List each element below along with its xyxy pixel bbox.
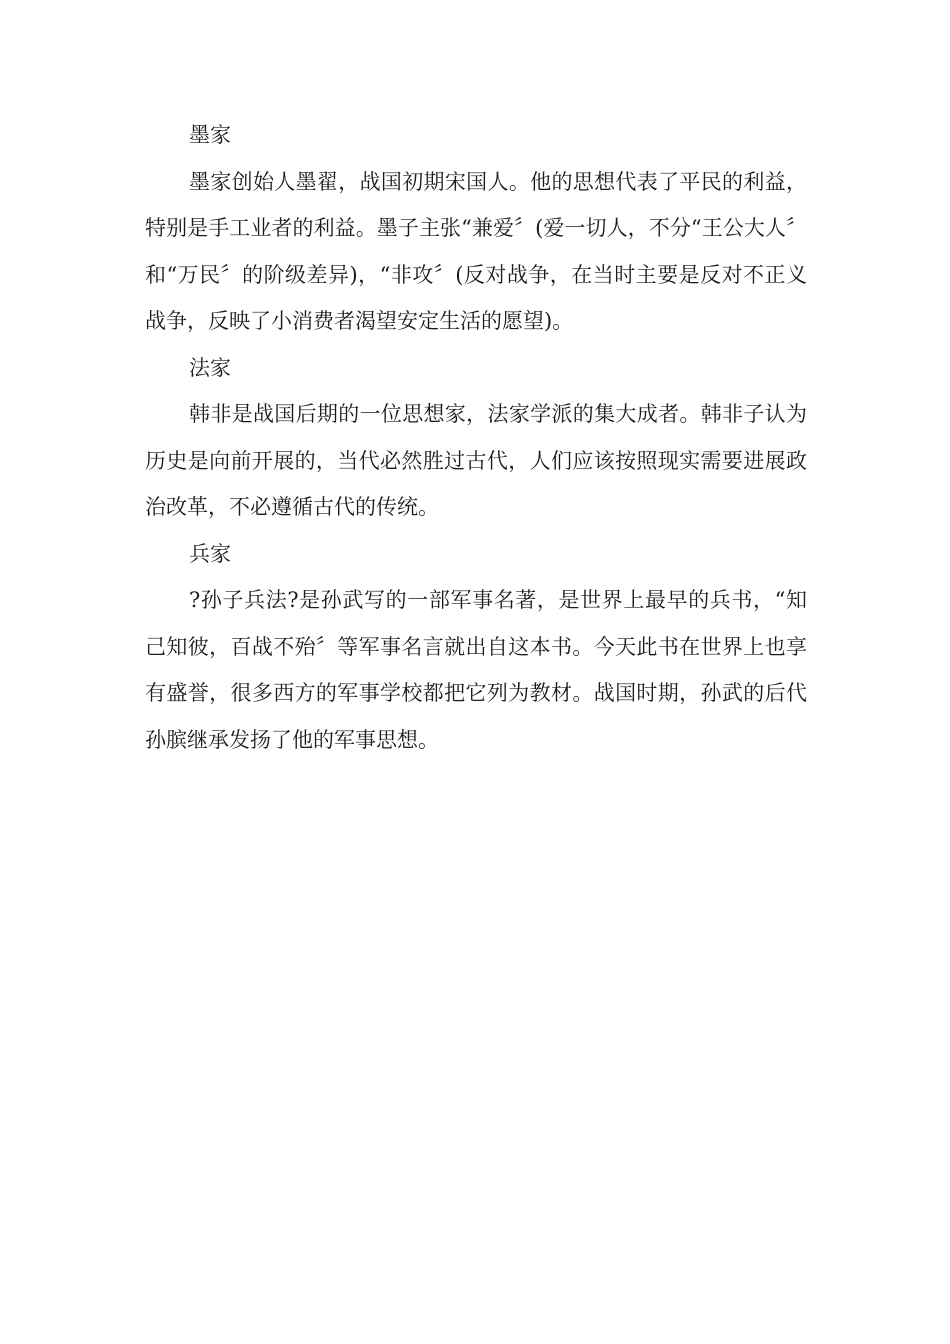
section-body-military: ?孙子兵法?是孙武写的一部军事名著，是世界上最早的兵书，“知己知彼，百战不殆〞等军事名言就出自这本书。今天此书在世界上也享有盛誉，很多西方的军事学校都把它列为教材。战国时期，孙武的后代孙膑继承发扬了他的军事思想。 <box>145 588 807 752</box>
section-body-legalist: 韩非是战国后期的一位思想家，法家学派的集大成者。韩非子认为历史是向前开展的，当代必然胜过古代，人们应该按照现实需要进展政治改革，不必遵循古代的传统。 <box>145 402 807 519</box>
section-heading-mohist: 墨家 <box>189 123 231 147</box>
section-heading-legalist: 法家 <box>189 355 231 380</box>
section-heading-military: 兵家 <box>189 541 231 566</box>
document-page <box>145 112 807 763</box>
section-body-mohist: 墨家创始人墨翟，战国初期宋国人。他的思想代表了平民的利益，特别是手工业者的利益。墨子主张“兼爱〞(爱一切人，不分“王公大人〞和“万民〞的阶级差异)，“非攻〞(反对战争，在当时主要是反对不正义战争，反映了小消费者渴望安定生活的愿望)。 <box>145 169 807 333</box>
